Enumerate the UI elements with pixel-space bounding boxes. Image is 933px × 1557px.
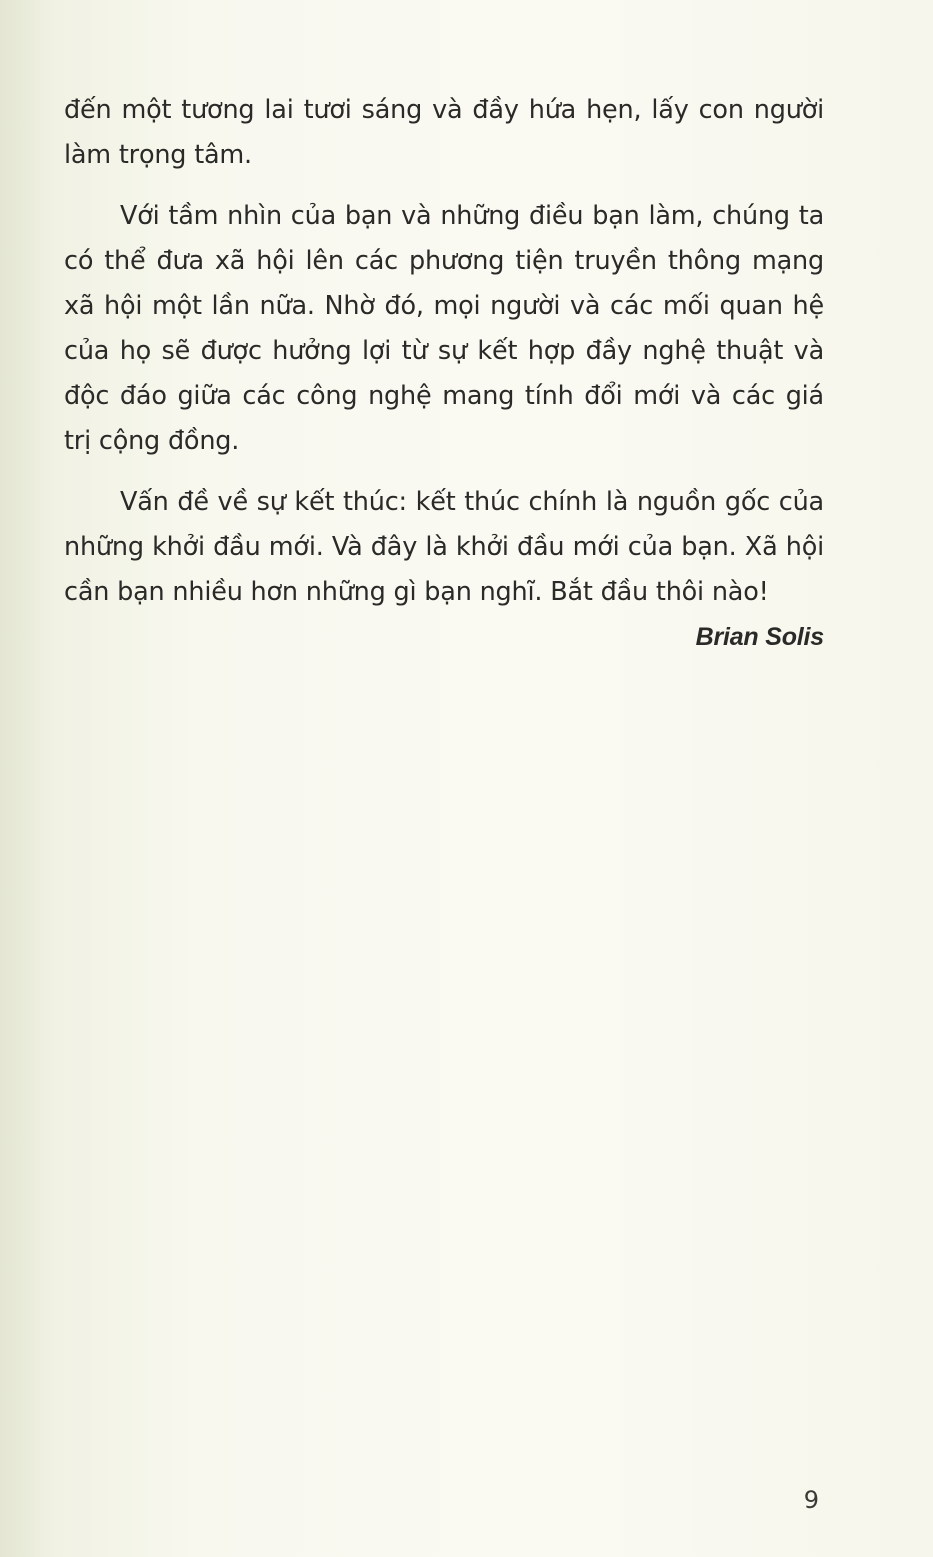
paragraph-continuation: đến một tương lai tươi sáng và đầy hứa hẹn, lấy con người làm trọng tâm.: [64, 95, 824, 170]
author-signature: Brian Solis: [695, 623, 824, 651]
paragraph-vision: Với tầm nhìn của bạn và những điều bạn làm, chúng ta có thể đưa xã hội lên các phương tiện truyền thông mạng xã hội một lần nữa. Nhờ đó, mọi người và các mối quan hệ của họ sẽ được hưởng lợi từ sự kết hợp đầy nghệ thuật và độc đáo giữa các công nghệ mang tính đổi mới và các giá trị cộng đồng.: [64, 201, 824, 456]
body-text: [64, 88, 824, 659]
paragraph-ending: Vấn đề về sự kết thúc: kết thúc chính là nguồn gốc của những khởi đầu mới. Và đây là khởi đầu mới của bạn. Xã hội cần bạn nhiều hơn những gì bạn nghĩ. Bắt đầu thôi nào!: [64, 487, 824, 607]
page-number: 9: [803, 1486, 819, 1514]
